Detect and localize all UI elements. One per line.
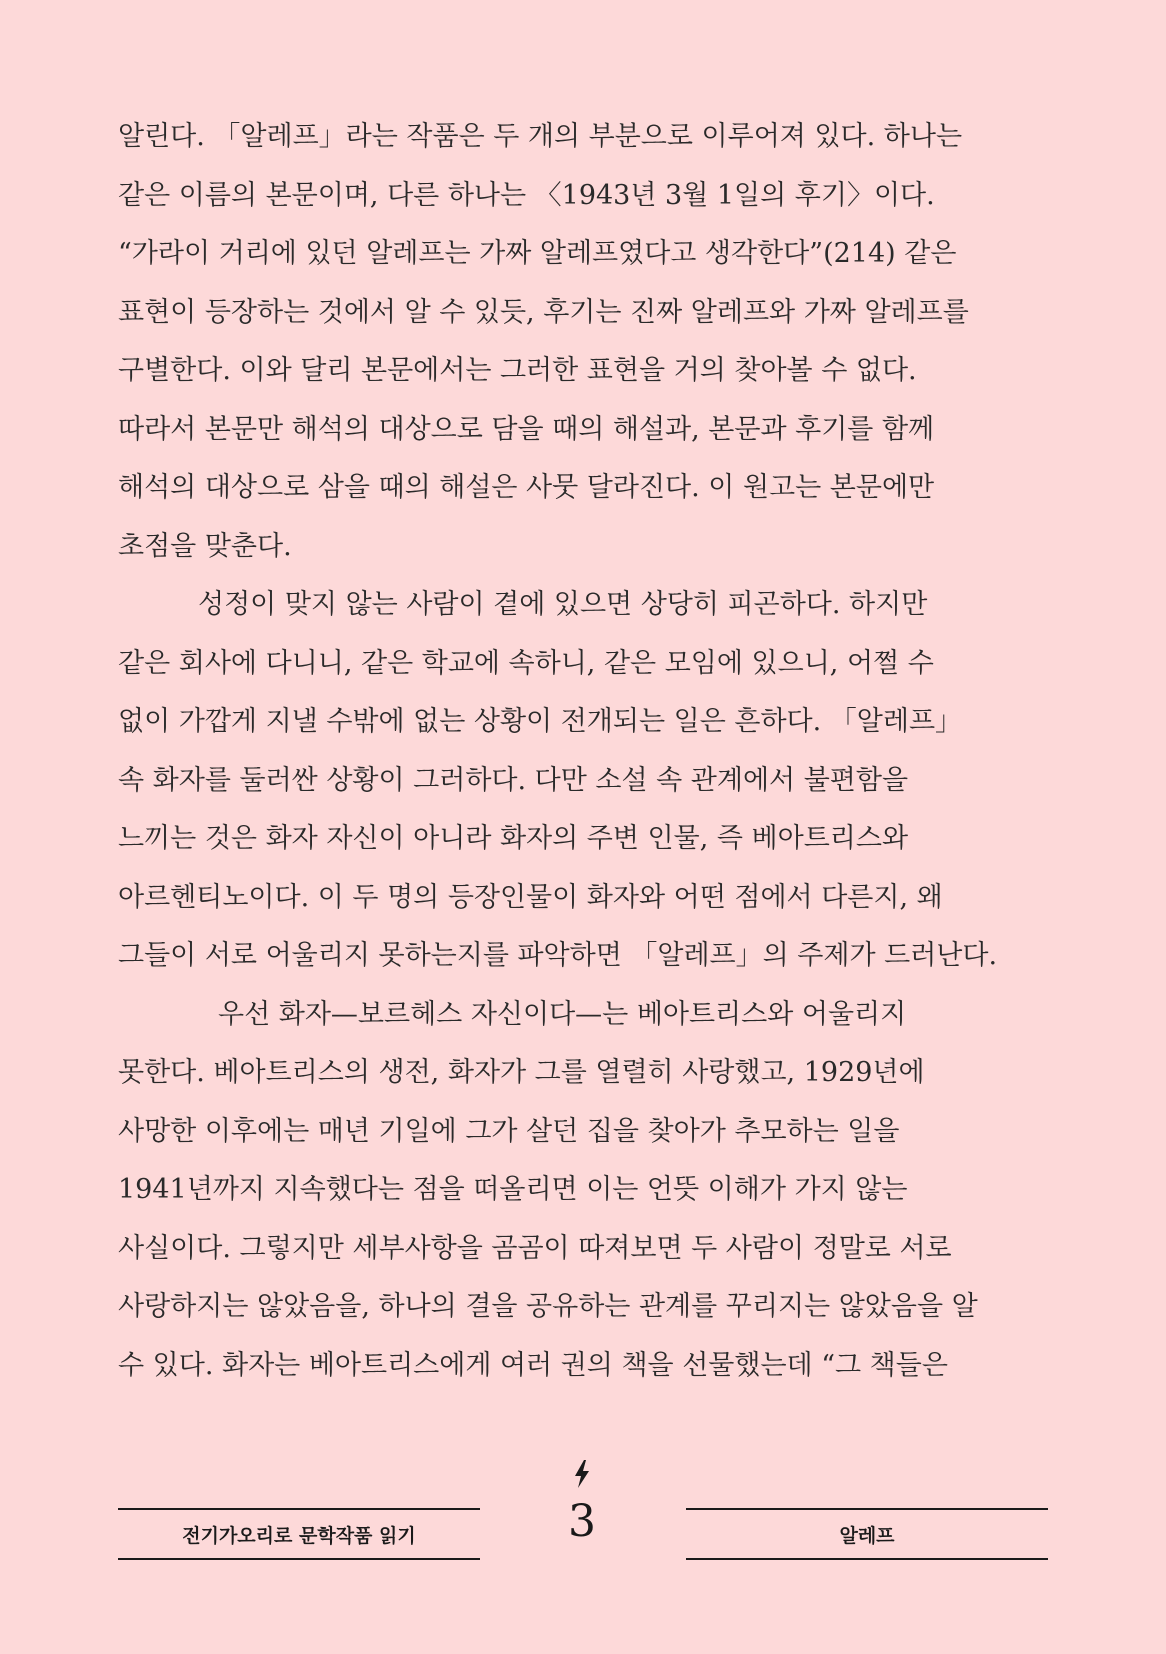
text-line: 따라서 본문만 해석의 대상으로 담을 때의 해설과, 본문과 후기를 함께 <box>118 413 935 445</box>
text-line: 알린다. 「알레프」라는 작품은 두 개의 부분으로 이루어져 있다. 하나는 <box>118 121 963 152</box>
text-line: 사랑하지는 않았음을, 하나의 결을 공유하는 관계를 꾸리지는 않았음을 알 <box>118 1291 978 1322</box>
footer-series-title-text: 전기가오리로 문학작품 읽기 <box>182 1524 416 1547</box>
text-line: 사망한 이후에는 매년 기일에 그가 살던 집을 찾아가 추모하는 일을 <box>118 1115 900 1147</box>
body-text <box>118 108 1048 1395</box>
text-line: 표현이 등장하는 것에서 알 수 있듯, 후기는 진짜 알레프와 가짜 알레프를 <box>118 296 969 328</box>
paragraph-start-line: 성정이 맞지 않는 사람이 곁에 있으면 상당히 피곤하다. 하지만 <box>198 589 928 620</box>
text-line: 해석의 대상으로 삼을 때의 해설은 사뭇 달라진다. 이 원고는 본문에만 <box>118 472 935 503</box>
text-line: 사실이다. 그렇지만 세부사항을 곰곰이 따져보면 두 사람이 정말로 서로 <box>118 1232 952 1264</box>
footer-chapter-title <box>686 1508 1048 1560</box>
footer-chapter-title-text: 알레프 <box>839 1524 895 1547</box>
text-line: 속 화자를 둘러싼 상황이 그러하다. 다만 소설 속 관계에서 불편함을 <box>118 764 909 796</box>
text-line: 초점을 맞춘다. <box>118 530 292 562</box>
text-line: 같은 이름의 본문이며, 다른 하나는 〈1943년 3월 1일의 후기〉이다. <box>118 179 935 211</box>
text-line: 없이 가깝게 지낼 수밖에 없는 상황이 전개되는 일은 흔하다. 「알레프」 <box>118 706 963 737</box>
text-line: 그들이 서로 어울리지 못하는지를 파악하면 「알레프」의 주제가 드러난다. <box>118 940 998 971</box>
page-number: 3 <box>568 1496 596 1547</box>
paragraph-start-line: 우선 화자—보르헤스 자신이다—는 베아트리스와 어울리지 <box>218 998 907 1030</box>
footer-series-title <box>118 1508 480 1560</box>
page-footer <box>0 1440 1166 1570</box>
text-line: 느끼는 것은 화자 자신이 아니라 화자의 주변 인물, 즉 베아트리스와 <box>118 823 909 854</box>
text-line: 1941년까지 지속했다는 점을 떠올리면 이는 언뜻 이해가 가지 않는 <box>118 1174 908 1205</box>
text-line: 수 있다. 화자는 베아트리스에게 여러 권의 책을 선물했는데 “그 책들은 <box>118 1349 948 1381</box>
text-line: 같은 회사에 다니니, 같은 학교에 속하니, 같은 모임에 있으니, 어쩔 수 <box>118 647 934 679</box>
lightning-bolt-icon <box>572 1460 592 1488</box>
text-line: 못한다. 베아트리스의 생전, 화자가 그를 열렬히 사랑했고, 1929년에 <box>118 1057 925 1088</box>
text-line: “가라이 거리에 있던 알레프는 가짜 알레프였다고 생각한다”(214) 같은 <box>118 238 957 269</box>
text-line: 아르헨티노이다. 이 두 명의 등장인물이 화자와 어떤 점에서 다른지, 왜 <box>118 881 943 913</box>
text-line: 구별한다. 이와 달리 본문에서는 그러한 표현을 거의 찾아볼 수 없다. <box>118 355 917 386</box>
footer-page-marker <box>552 1460 612 1550</box>
